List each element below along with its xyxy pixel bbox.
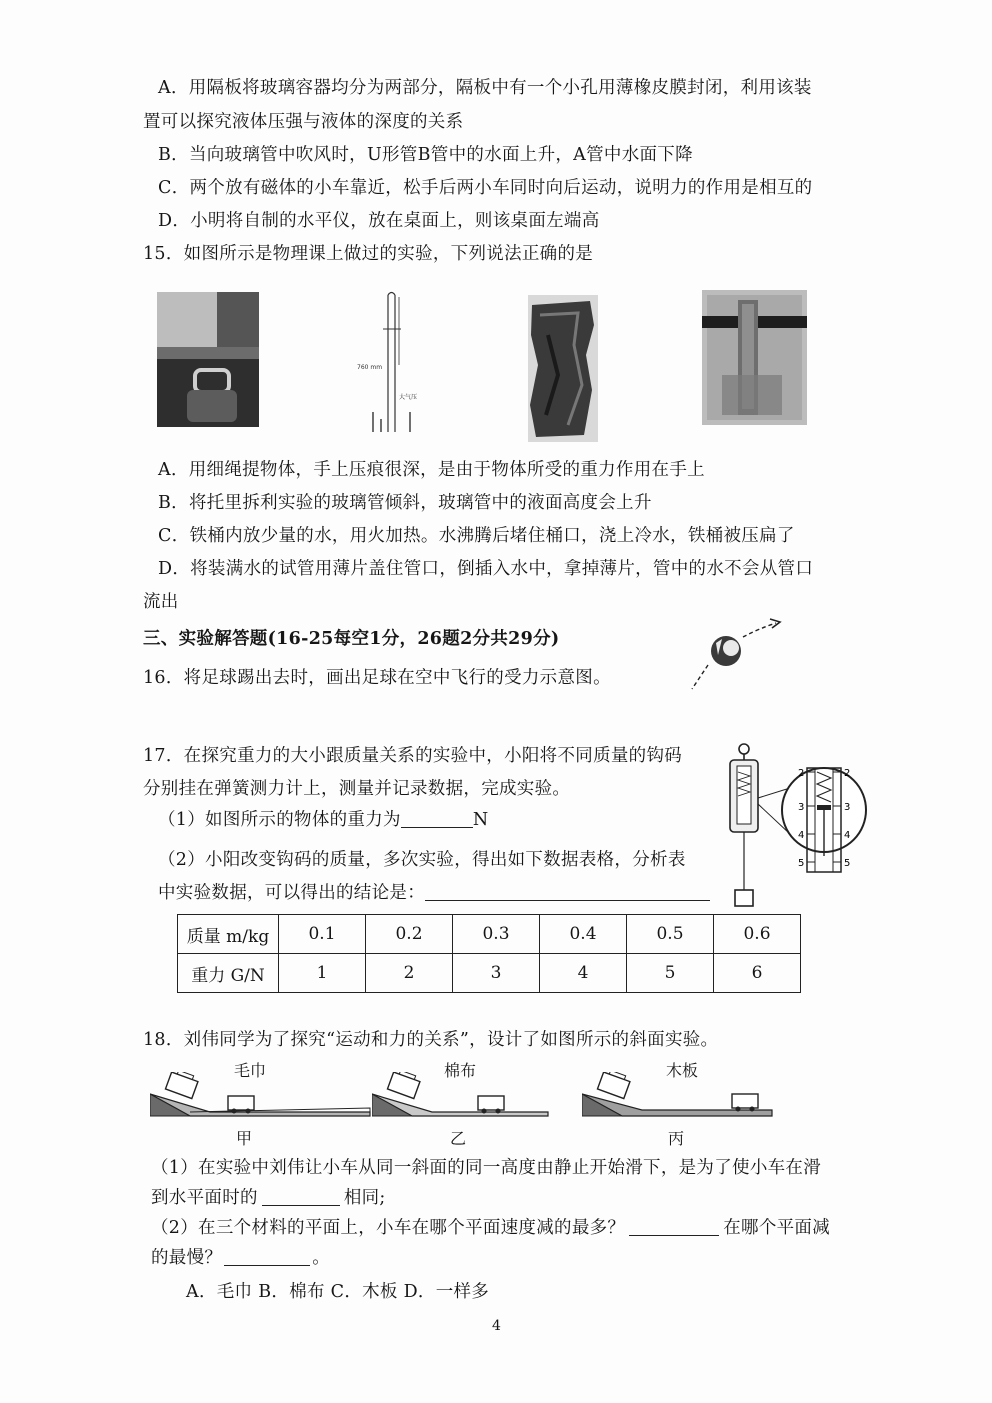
q17-part1-prefix: （1）如图所示的物体的重力为 <box>158 810 401 830</box>
q17-part1-blank[interactable] <box>401 809 473 828</box>
table-cell: 3 <box>453 954 540 993</box>
crushed-iron-bucket-photo <box>528 295 598 442</box>
table-cell: 0.2 <box>366 915 453 954</box>
q15-option-d-line2: 流出 <box>143 592 179 612</box>
scale-tick-label: 3 <box>798 802 805 813</box>
table-row <box>178 954 801 993</box>
figure-label-bing: 丙 <box>668 1129 685 1148</box>
q18-part1-blank[interactable] <box>262 1187 340 1206</box>
table-cell: 2 <box>366 954 453 993</box>
q18-part2-blank-slowest[interactable] <box>224 1247 310 1266</box>
figure-label-yi: 乙 <box>450 1129 467 1148</box>
q17-stem-line2: 分别挂在弹簧测力计上，测量并记录数据，完成实验。 <box>143 779 571 799</box>
q18-part2-line1 <box>151 1216 830 1240</box>
scale-tick-label: 4 <box>844 830 851 841</box>
incline-figure-wood <box>582 1072 774 1122</box>
q18-stem: 18．刘伟同学为了探究“运动和力的关系”，设计了如图所示的斜面实验。 <box>143 1030 719 1050</box>
q17-part2-line2 <box>158 881 710 905</box>
q17-part2-blank[interactable] <box>425 882 710 901</box>
incline-figure-cotton <box>372 1072 550 1122</box>
inverted-test-tube-photo <box>702 290 807 425</box>
q18-part1-line2 <box>151 1186 386 1210</box>
q14-option-c: C．两个放有磁体的小车靠近，松手后两小车同时向后运动，说明力的作用是相互的 <box>158 178 813 198</box>
table-cell: 0.3 <box>453 915 540 954</box>
q16-stem: 16．将足球踢出去时，画出足球在空中飞行的受力示意图。 <box>143 668 611 688</box>
q18-part2-line2-prefix: 的最慢？ <box>151 1248 223 1268</box>
q18-part1-line1: （1）在实验中刘伟让小车从同一斜面的同一高度由静止开始滑下，是为了使小车在滑 <box>151 1158 822 1178</box>
q15-stem: 15．如图所示是物理课上做过的实验，下列说法正确的是 <box>143 244 594 264</box>
torricelli-760-label: 760 mm <box>357 364 383 371</box>
incline-figure-towel <box>150 1072 372 1122</box>
q14-option-a-line1: A．用隔板将玻璃容器均分为两部分，隔板中有一个小孔用薄橡皮膜封闭，利用该装 <box>158 78 812 98</box>
surface-label-wood: 木板 <box>666 1061 699 1080</box>
table-row <box>178 915 801 954</box>
table-cell: 0.6 <box>714 915 801 954</box>
table-row-head-mass: 质量 m/kg <box>178 915 279 954</box>
table-cell: 0.4 <box>540 915 627 954</box>
q18-part2-prefix: （2）在三个材料的平面上，小车在哪个平面速度减的最多？ <box>151 1218 626 1238</box>
scale-tick-label: 5 <box>798 858 805 869</box>
q15-option-b: B．将托里拆利实验的玻璃管倾斜，玻璃管中的液面高度会上升 <box>158 493 652 513</box>
q18-choices: A．毛巾 B．棉布 C．木板 D．一样多 <box>186 1282 490 1302</box>
q15-option-a: A．用细绳提物体，手上压痕很深，是由于物体所受的重力作用在手上 <box>158 460 705 480</box>
q15-option-d-line1: D．将装满水的试管用薄片盖住管口，倒插入水中，拿掉薄片，管中的水不会从管口 <box>158 559 814 579</box>
q17-part2-line1: （2）小阳改变钩码的质量，多次实验，得出如下数据表格，分析表 <box>158 850 686 870</box>
spring-scale-figure <box>718 738 868 910</box>
table-cell: 1 <box>279 954 366 993</box>
section-3-title: 三、实验解答题(16-25每空1分，26题2分共29分) <box>143 629 560 649</box>
scale-tick-label: 5 <box>844 858 851 869</box>
torricelli-tube-diagram <box>355 287 435 437</box>
football-trajectory-figure <box>688 615 788 695</box>
table-row-head-weight: 重力 G/N <box>178 954 279 993</box>
table-cell: 4 <box>540 954 627 993</box>
surface-label-towel: 毛巾 <box>234 1061 267 1080</box>
scale-tick-label: 2 <box>844 768 851 779</box>
q15-option-c: C．铁桶内放少量的水，用火加热。水沸腾后堵住桶口，浇上冷水，铁桶被压扁了 <box>158 526 795 546</box>
q17-stem-line1: 17．在探究重力的大小跟质量关系的实验中，小阳将不同质量的钩码 <box>143 746 683 766</box>
q18-part2-line2 <box>151 1246 330 1270</box>
table-cell: 0.1 <box>279 915 366 954</box>
q18-part1-prefix: 到水平面时的 <box>151 1188 258 1208</box>
q18-part2-line2-suffix: 。 <box>312 1248 331 1268</box>
torricelli-atm-label: 大气压 <box>399 394 418 401</box>
table-cell: 6 <box>714 954 801 993</box>
hand-lifting-weight-photo <box>157 292 259 427</box>
surface-label-cotton: 棉布 <box>444 1061 477 1080</box>
q17-part2-prefix: 中实验数据，可以得出的结论是： <box>158 883 425 903</box>
q18-part2-suffix: 在哪个平面减 <box>723 1218 831 1238</box>
q18-part1-suffix: 相同; <box>343 1188 386 1208</box>
scale-tick-label: 3 <box>844 802 851 813</box>
page-number: 4 <box>492 1318 501 1334</box>
q14-option-d: D．小明将自制的水平仪，放在桌面上，则该桌面左端高 <box>158 211 600 231</box>
figure-label-jia: 甲 <box>236 1129 253 1148</box>
table-cell: 0.5 <box>627 915 714 954</box>
q18-part2-blank-most[interactable] <box>629 1217 719 1236</box>
table-cell: 5 <box>627 954 714 993</box>
q17-part1 <box>158 808 488 832</box>
scale-tick-label: 4 <box>798 830 805 841</box>
scale-tick-label: 2 <box>798 768 805 779</box>
mass-weight-table <box>177 914 801 993</box>
q14-option-b: B．当向玻璃管中吹风时，U形管B管中的水面上升，A管中水面下降 <box>158 145 693 165</box>
q17-part1-unit: N <box>472 810 489 830</box>
q14-option-a-line2: 置可以探究液体压强与液体的深度的关系 <box>143 112 464 132</box>
